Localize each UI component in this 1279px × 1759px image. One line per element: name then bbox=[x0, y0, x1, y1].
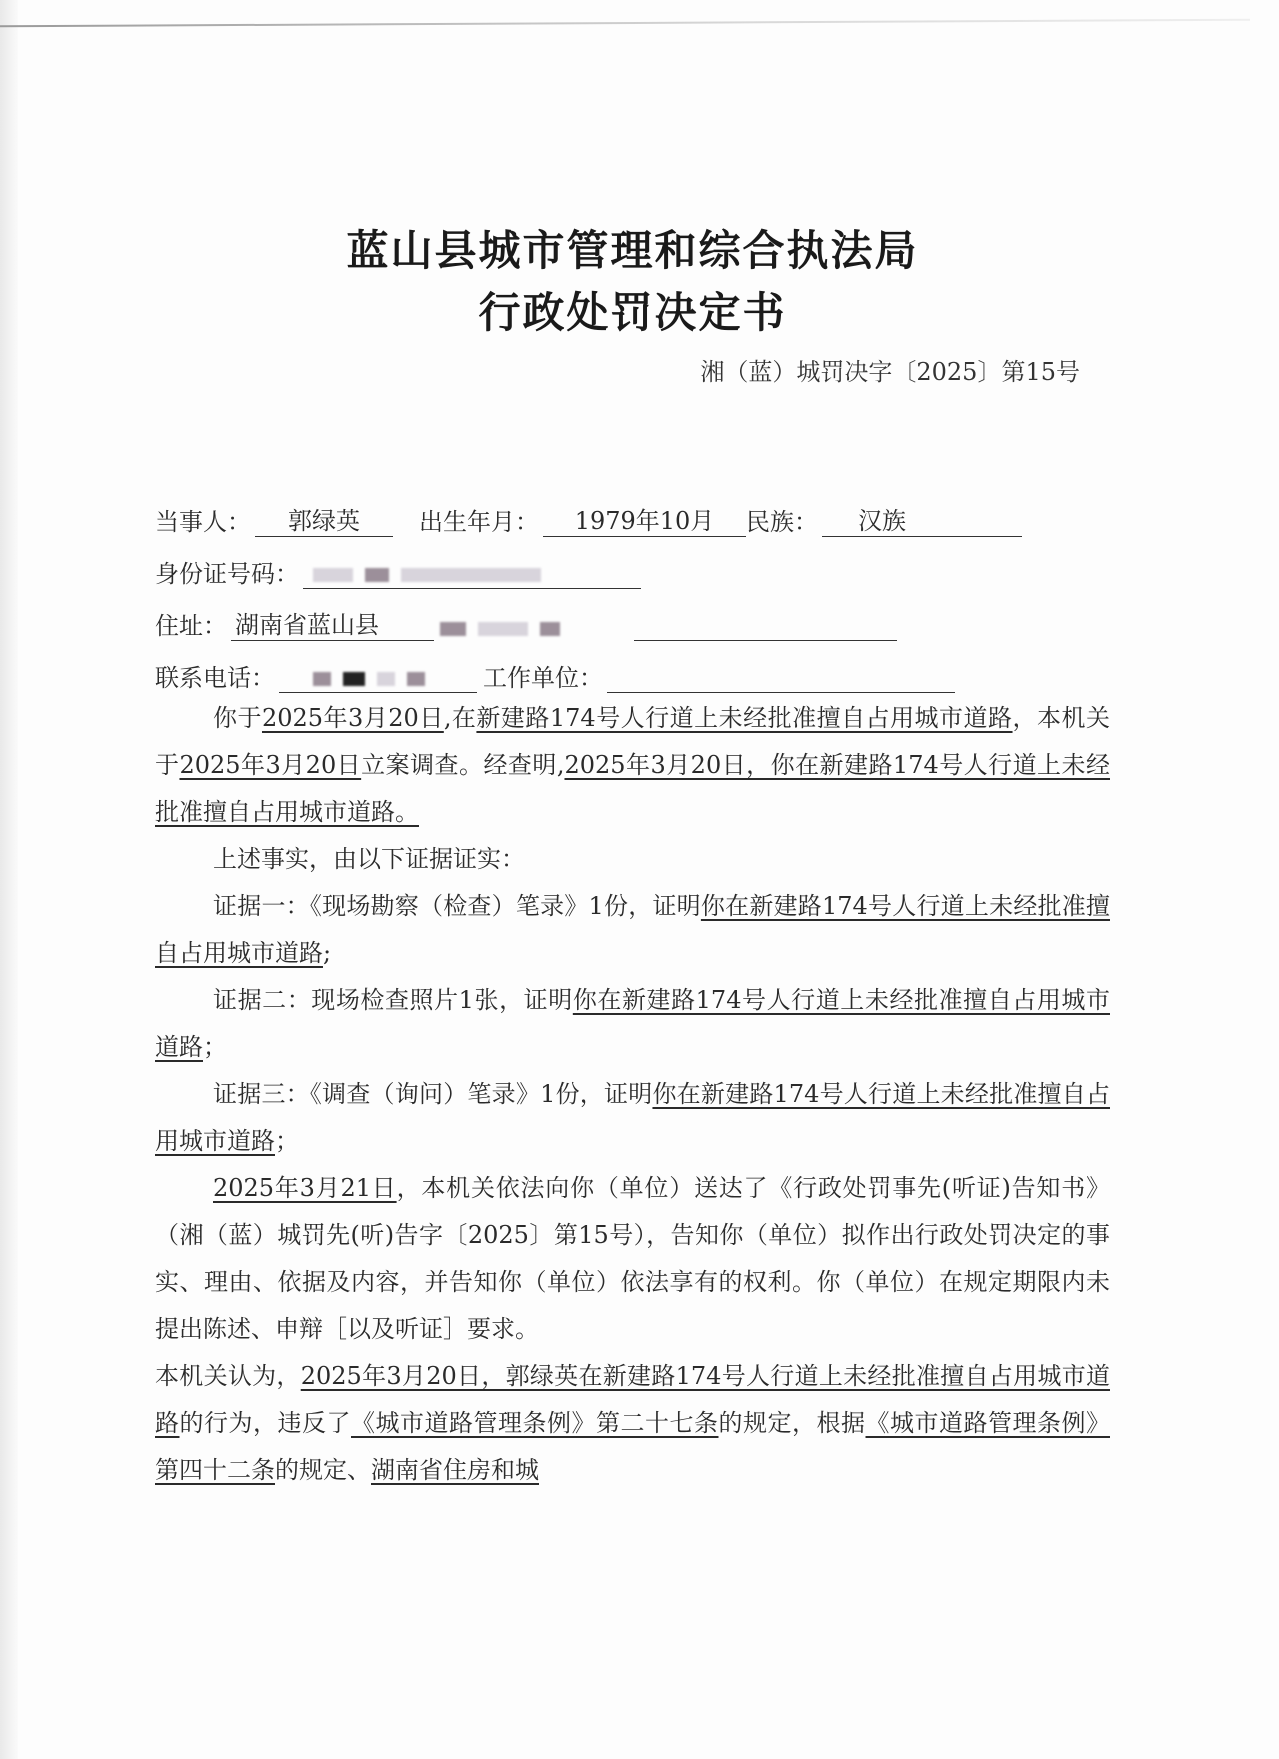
text: ； bbox=[203, 1033, 227, 1061]
violation-summary: 2025年3月20日，郭绿英在新建路174号人行道上未经批准擅自占用城市道路 bbox=[155, 1362, 1110, 1437]
text: 的规定、 bbox=[275, 1456, 371, 1484]
party-id-redacted bbox=[303, 558, 641, 589]
party-employer bbox=[607, 692, 955, 693]
text: ,在 bbox=[443, 704, 477, 732]
party-name: 郭绿英 bbox=[255, 506, 393, 537]
evidence-3 bbox=[155, 1071, 1110, 1165]
text: 你于 bbox=[213, 704, 262, 732]
case-filing-date: 2025年3月20日 bbox=[179, 751, 362, 779]
facts-paragraph bbox=[155, 695, 1110, 836]
evidence-2 bbox=[155, 977, 1110, 1071]
evidence-1 bbox=[155, 883, 1110, 977]
party-row-4 bbox=[155, 641, 1110, 693]
text: ，本机关于 bbox=[155, 704, 1111, 779]
text: 的规定，根据 bbox=[718, 1409, 866, 1437]
party-info bbox=[155, 485, 1110, 693]
conclusion-paragraph bbox=[155, 1353, 1110, 1494]
penalty-basis: 《城市道路管理条例》第四十二条 bbox=[155, 1409, 1110, 1484]
evidence-2-proof: 你在新建路174号人行道上未经批准擅自占用城市道路 bbox=[155, 986, 1110, 1061]
decision-body bbox=[155, 695, 1110, 1494]
document-number: 湘（蓝）城罚决字〔2025〕第15号 bbox=[700, 358, 1080, 386]
text: 证据一：《现场勘察（检查）笔录》1份，证明 bbox=[213, 892, 701, 920]
violation-description: 新建路174号人行道上未经批准擅自占用城市道路 bbox=[476, 704, 1013, 732]
document-title-agency: 蓝山县城市管理和综合执法局 bbox=[346, 226, 919, 275]
investigation-finding: 2025年3月20日，你在新建路174号人行道上未经批准擅自占用城市道路。 bbox=[155, 751, 1110, 826]
incident-date: 2025年3月20日 bbox=[261, 704, 444, 732]
document-title-type: 行政处罚决定书 bbox=[478, 288, 787, 337]
party-row-2 bbox=[155, 537, 1110, 589]
notice-date: 2025年3月21日 bbox=[213, 1174, 397, 1202]
evidence-1-proof: 你在新建路174号人行道上未经批准擅自占用城市道路 bbox=[155, 892, 1110, 967]
party-ethnicity: 汉族 bbox=[822, 506, 1022, 537]
party-phone-redacted bbox=[279, 662, 477, 693]
label-employer: 工作单位： bbox=[483, 664, 603, 692]
party-address: 湖南省蓝山县 bbox=[231, 610, 434, 641]
text: ; bbox=[323, 939, 332, 967]
address-line-end bbox=[634, 640, 897, 641]
evidence-intro: 上述事实，由以下证据证实： bbox=[213, 845, 525, 873]
violated-regulation: 《城市道路管理条例》第二十七条 bbox=[351, 1409, 719, 1437]
label-birth: 出生年月： bbox=[419, 508, 539, 536]
scan-left-shadow bbox=[0, 0, 18, 1759]
text: 证据三：《调查（询问）笔录》1份，证明 bbox=[213, 1080, 653, 1108]
label-ethnicity: 民族： bbox=[746, 508, 818, 536]
evidence-3-proof: 你在新建路174号人行道上未经批准擅自占用城市道路 bbox=[155, 1080, 1110, 1155]
text: 立案调查。经查明, bbox=[361, 751, 565, 779]
label-address: 住址： bbox=[155, 612, 227, 640]
text: 的行为，违反了 bbox=[179, 1409, 351, 1437]
label-party: 当事人： bbox=[155, 508, 251, 536]
text: 本机关认为， bbox=[155, 1362, 301, 1390]
text: ； bbox=[275, 1127, 299, 1155]
provincial-standard: 湖南省住房和城 bbox=[371, 1456, 539, 1484]
scan-top-edge bbox=[0, 19, 1250, 28]
party-row-3 bbox=[155, 589, 1110, 641]
party-birth: 1979年10月 bbox=[543, 506, 746, 537]
notice-paragraph bbox=[155, 1165, 1110, 1353]
party-row-1 bbox=[155, 485, 1110, 537]
label-id: 身份证号码： bbox=[155, 560, 299, 588]
text: 证据二：现场检查照片1张，证明 bbox=[213, 986, 573, 1014]
address-redacted bbox=[434, 613, 634, 641]
text: ，本机关依法向你（单位）送达了《行政处罚事先(听证)告知书》（湘（蓝）城罚先(听)告字〔2025〕第15号），告知你（单位）拟作出行政处罚决定的事实、理由、依据及内容，并告知你（单位）依法享有的权利。你（单位）在规定期限内未提出陈述、申辩［以及听证］要求。 bbox=[155, 1174, 1111, 1343]
document-page bbox=[155, 220, 1110, 1494]
label-phone: 联系电话： bbox=[155, 664, 275, 692]
